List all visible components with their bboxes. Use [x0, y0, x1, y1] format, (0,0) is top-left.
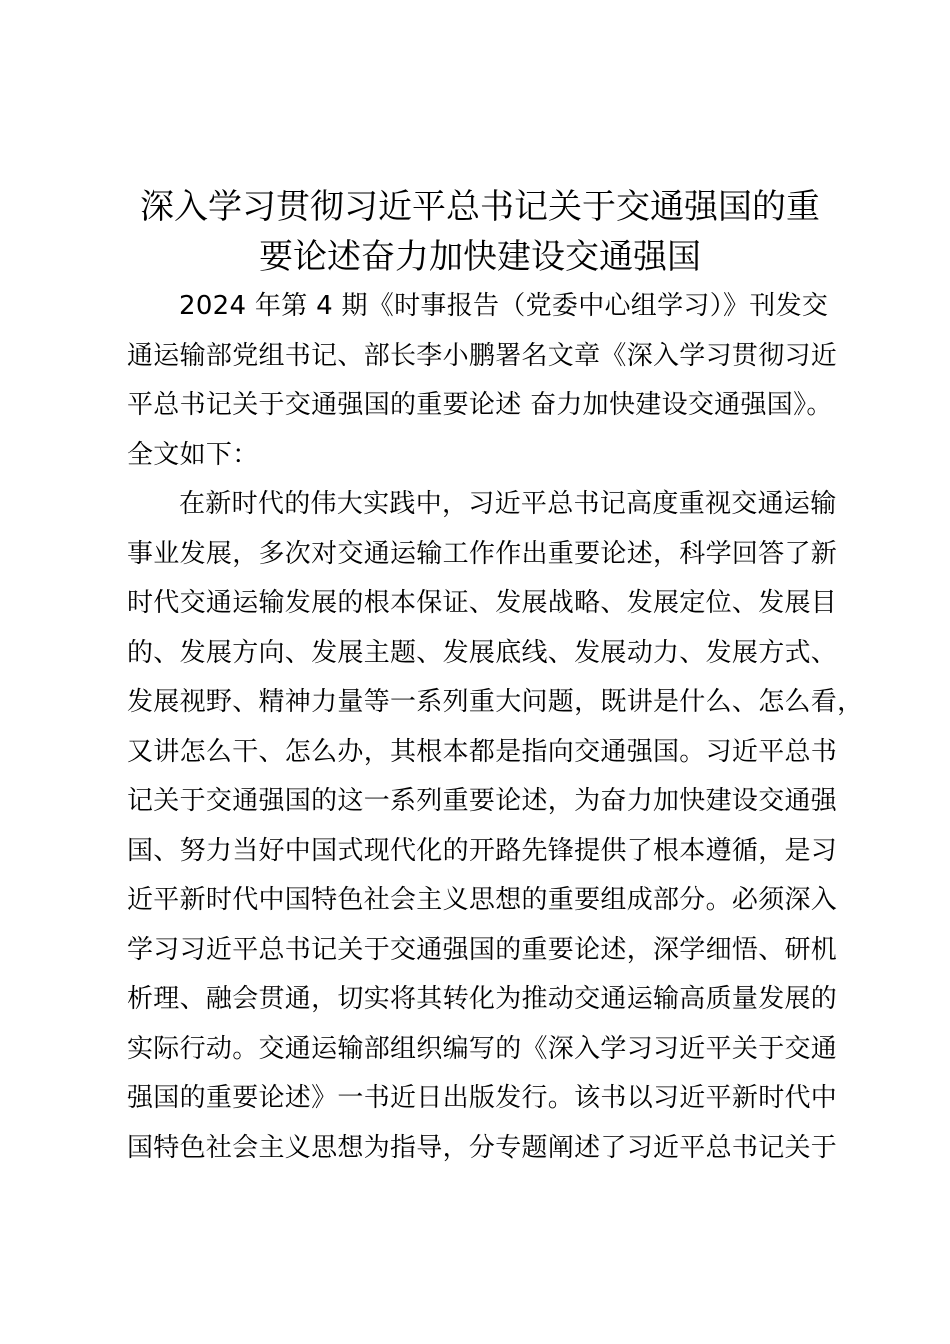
- body-line: 析理、融会贯通，切实将其转化为推动交通运输高质量发展的: [127, 984, 838, 1014]
- body-line: 强国的重要论述》一书近日出版发行。该书以习近平新时代中: [127, 1083, 838, 1113]
- title-line-1: 深入学习贯彻习近平总书记关于交通强国的重: [140, 187, 820, 227]
- body-line: 学习习近平总书记关于交通强国的重要论述，深学细悟、研机: [127, 934, 838, 965]
- document-title: [110, 182, 850, 282]
- body-line: 的、发展方向、发展主题、发展底线、发展动力、发展方式、: [127, 637, 838, 668]
- body-line: 发展视野、精神力量等一系列重大问题，既讲是什么、怎么看，: [127, 687, 864, 717]
- body-line: 通运输部党组书记、部长李小鹏署名文章《深入学习贯彻习近: [127, 340, 838, 371]
- body-line: 平总书记关于交通强国的重要论述 奋力加快建设交通强国》。: [127, 390, 833, 420]
- body-line: 全文如下：: [127, 439, 259, 470]
- body-line: 记关于交通强国的这一系列重要论述，为奋力加快建设交通强: [127, 786, 838, 816]
- body-line: 近平新时代中国特色社会主义思想的重要组成部分。必须深入: [127, 885, 838, 915]
- body-line: 在新时代的伟大实践中，习近平总书记高度重视交通运输: [179, 489, 837, 519]
- body-line: 实际行动。交通运输部组织编写的《深入学习习近平关于交通: [127, 1033, 838, 1064]
- body-line: 时代交通运输发展的根本保证、发展战略、发展定位、发展目: [127, 588, 838, 618]
- body-line: 事业发展，多次对交通运输工作作出重要论述，科学回答了新: [127, 538, 838, 569]
- body-line: 国、努力当好中国式现代化的开路先锋提供了根本遵循，是习: [127, 835, 838, 866]
- title-line-2: 要论述奋力加快建设交通强国: [259, 237, 701, 277]
- body-line: 2024 年第 4 期《时事报告（党委中心组学习）》刊发交: [179, 291, 829, 321]
- body-line: 又讲怎么干、怎么办，其根本都是指向交通强国。习近平总书: [127, 736, 838, 767]
- document-body: [127, 282, 867, 1173]
- body-line: 国特色社会主义思想为指导，分专题阐述了习近平总书记关于: [127, 1132, 838, 1163]
